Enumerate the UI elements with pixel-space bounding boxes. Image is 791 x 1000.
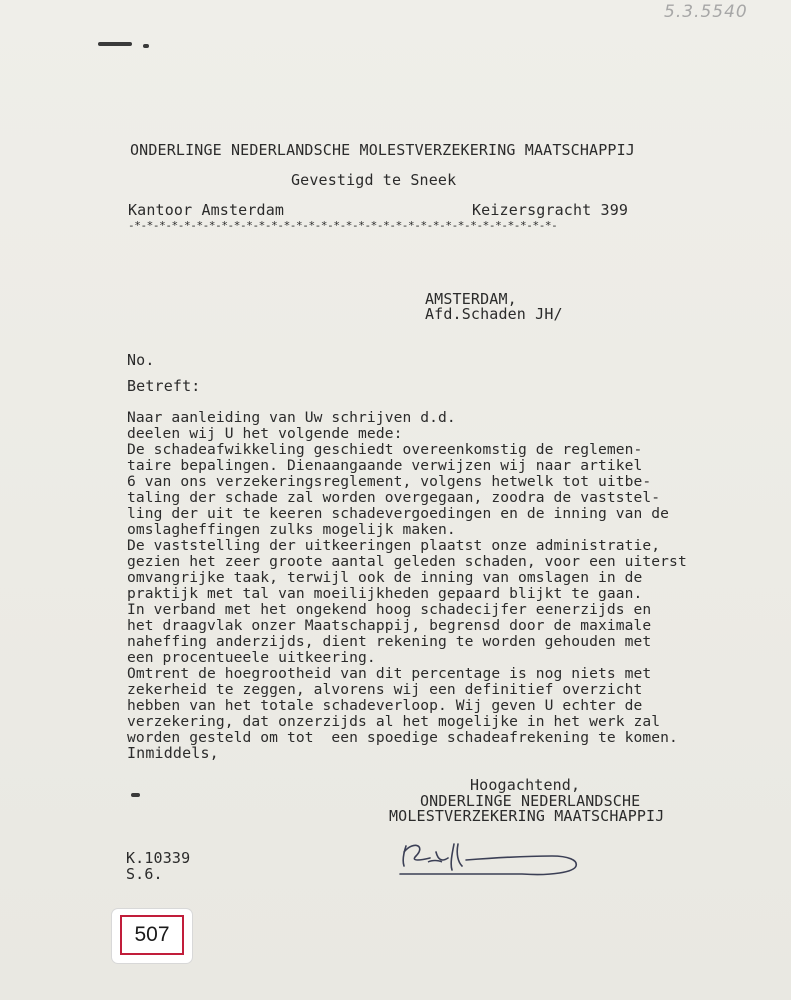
body-line: deelen wij U het volgende mede: (127, 425, 403, 442)
letter-body (127, 410, 727, 746)
salutation: Hoogachtend, (470, 776, 581, 794)
body-line: Omtrent de hoegrootheid van dit percentage is nog niets met (127, 665, 652, 682)
archive-stamp-label (112, 909, 192, 963)
body-line: praktijk met tal van moeilijkheden gepaard blijkt te gaan. (127, 585, 643, 602)
place: AMSTERDAM, (425, 290, 517, 308)
closing-interim: Inmiddels, (127, 744, 219, 762)
reference-line-2: S.6. (126, 865, 163, 883)
body-line: In verband met het ongekend hoog schadecijfer eenerzijds en (127, 601, 652, 618)
number-label: No. (127, 351, 155, 369)
body-line: verzekering, dat onzerzijds al het mogelijke in het werk zal (127, 713, 661, 730)
archive-stamp: 507 (120, 915, 184, 955)
ink-smudge (143, 44, 149, 48)
body-line: naheffing anderzijds, dient rekening te worden gehouden met (127, 633, 652, 650)
body-line: 6 van ons verzekeringsreglement, volgens hetwelk tot uitbe- (127, 473, 652, 490)
body-line: omslagheffingen zulks mogelijk maken. (127, 521, 456, 538)
ink-smudge (131, 793, 140, 797)
body-line: Naar aanleiding van Uw schrijven d.d. (127, 409, 456, 426)
body-line: zekerheid te zeggen, alvorens wij een definitief overzicht (127, 681, 643, 698)
body-line: een procentueele uitkeering. (127, 649, 376, 666)
body-line: hebben van het totale schadeverloop. Wij geven U echter de (127, 697, 643, 714)
body-line: gezien het zeer groote aantal geleden schaden, voor een uiterst (127, 553, 687, 570)
signatory-line-1: ONDERLINGE NEDERLANDSCHE (420, 792, 641, 810)
subject-label: Betreft: (127, 377, 201, 395)
letterhead-seat: Gevestigd te Sneek (291, 171, 457, 189)
handwritten-signature (392, 830, 584, 882)
body-line: omvangrijke taak, terwijl ook de inning van omslagen in de (127, 569, 643, 586)
letterhead-address: Keizersgracht 399 (472, 201, 629, 219)
department: Afd.Schaden JH/ (425, 305, 563, 323)
body-line: De vaststelling der uitkeeringen plaatst onze administratie, (127, 537, 661, 554)
body-line: taling der schade zal worden overgegaan, zoodra de vaststel- (127, 489, 661, 506)
ink-smudge (98, 42, 132, 46)
signatory-line-2: MOLESTVERZEKERING MAATSCHAPPIJ (389, 807, 665, 825)
letterhead-office: Kantoor Amsterdam (128, 201, 285, 219)
body-line: worden gesteld om tot een spoedige schadeafrekening te komen. (127, 729, 678, 746)
body-line: De schadeafwikkeling geschiedt overeenkomstig de reglemen- (127, 441, 643, 458)
archive-number: 5.3.5540 (664, 2, 748, 22)
letterhead-rule: -*-*-*-*-*-*-*-*-*-*-*-*-*-*-*-*-*-*-*-*-*-*-*-*-*-*-*-*-*-*-*-*-*-*- (128, 219, 558, 232)
reference-line-1: K.10339 (126, 849, 191, 867)
body-line: taire bepalingen. Dienaangaande verwijzen wij naar artikel (127, 457, 643, 474)
body-line: ling der uit te keeren schadevergoedingen en de inning van de (127, 505, 670, 522)
body-line: het draagvlak onzer Maatschappij, begrensd door de maximale (127, 617, 652, 634)
letterhead-company: ONDERLINGE NEDERLANDSCHE MOLESTVERZEKERING MAATSCHAPPIJ (130, 141, 635, 159)
